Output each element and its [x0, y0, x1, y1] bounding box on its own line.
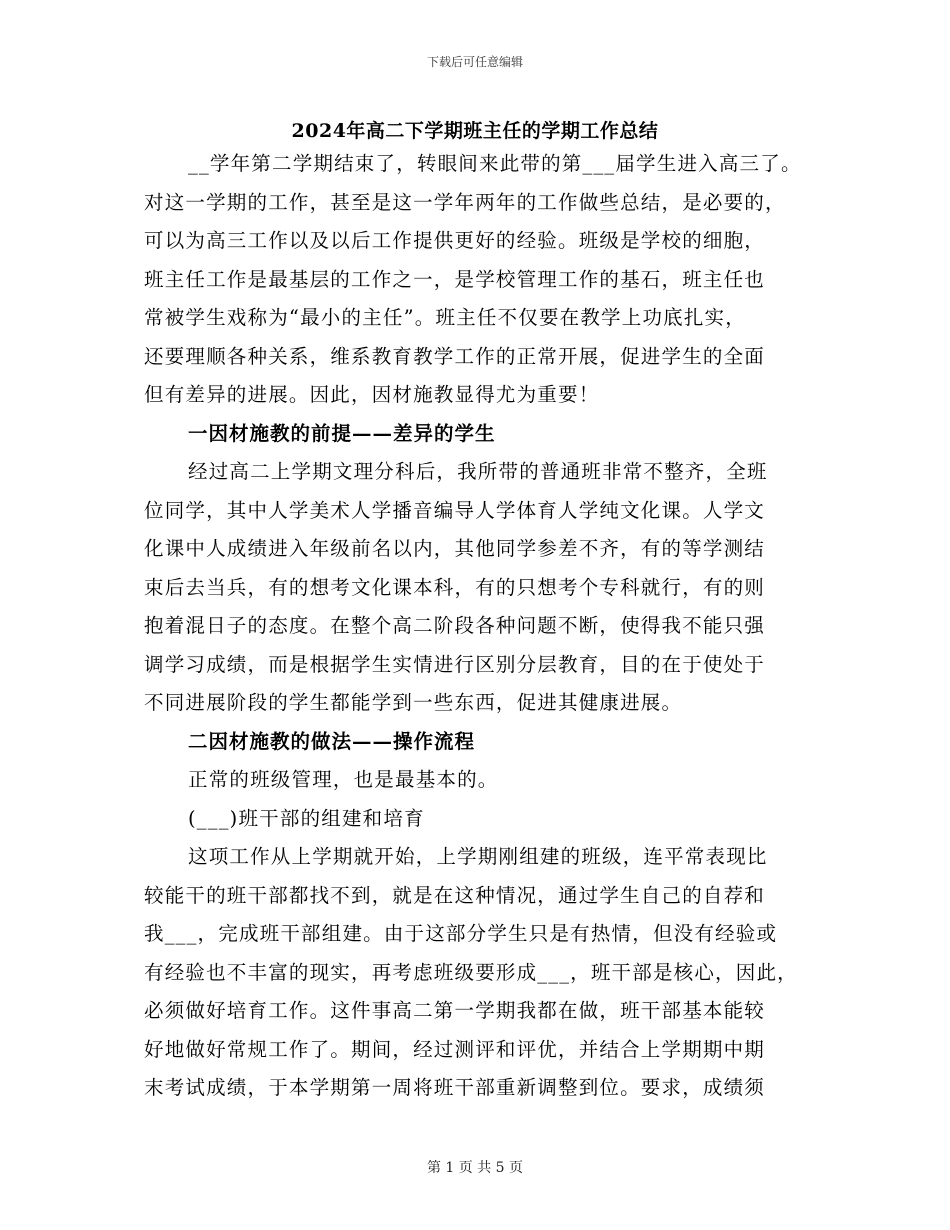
paragraph-line: 化课中人成绩进入年级前名以内，其他同学参差不齐，有的等学测结 — [144, 537, 766, 560]
paragraph-line: 我___，完成班干部组建。由于这部分学生只是有热情，但没有经验或 — [144, 922, 778, 945]
paragraph-line: 对这一学期的工作，甚至是这一学年两年的工作做些总结，是必要的， — [144, 190, 786, 214]
paragraph-line: 末考试成绩，于本学期第一周将班干部重新调整到位。要求，成绩须 — [144, 1076, 766, 1099]
subsection-heading: (___)班干部的组建和培育 — [188, 806, 425, 830]
document-body — [144, 145, 824, 1108]
page-number: 第 1 页 共 5 页 — [426, 1160, 524, 1176]
paragraph-line: 抱着混日子的态度。在整个高二阶段各种问题不断，使得我不能只强 — [144, 614, 766, 637]
paragraph-line: 经过高二上学期文理分科后，我所带的普通班非常不整齐，全班 — [188, 460, 768, 483]
paragraph-line: 位同学，其中人学美术人学播音编导人学体育人学纯文化课。人学文 — [144, 498, 766, 522]
paragraph-line: 不同进展阶段的学生都能学到一些东西，促进其健康进展。 — [144, 691, 683, 714]
paragraph-line: 还要理顺各种关系，维系教育教学工作的正常开展，促进学生的全面 — [144, 344, 766, 368]
paragraph-line: 有经验也不丰富的现实，再考虑班级要形成___，班干部是核心，因此， — [144, 960, 798, 984]
header-note: 下载后可任意编辑 — [426, 55, 523, 69]
paragraph-line: 较能干的班干部都找不到，就是在这种情况，通过学生自己的自荐和 — [144, 883, 766, 907]
paragraph-line: 正常的班级管理，也是最基本的。 — [188, 768, 499, 791]
paragraph-line: 班主任工作是最基层的工作之一，是学校管理工作的基石，班主任也 — [144, 267, 766, 291]
paragraph-line: 调学习成绩，而是根据学生实情进行区别分层教育，目的在于使处于 — [144, 652, 766, 676]
paragraph-line: 但有差异的进展。因此，因材施教显得尤为重要！ — [144, 383, 600, 406]
paragraph-line: __学年第二学期结束了，转眼间来此带的第___届学生进入高三了。 — [188, 152, 802, 175]
paragraph-line: 必须做好培育工作。这件事高二第一学期我都在做，班干部基本能较 — [144, 999, 766, 1022]
paragraph-line: 这项工作从上学期就开始，上学期刚组建的班级，连平常表现比 — [188, 845, 768, 868]
section-heading: 一因材施教的前提——差异的学生 — [188, 421, 496, 445]
section-heading: 二因材施教的做法——操作流程 — [188, 729, 476, 753]
paragraph-line: 束后去当兵，有的想考文化课本科，有的只想考个专科就行，有的则 — [144, 575, 766, 599]
paragraph-line: 好地做好常规工作了。期间，经过测评和评优，并结合上学期期中期 — [144, 1037, 766, 1061]
paragraph-line: 常被学生戏称为“最小的主任”。班主任不仅要在教学上功底扎实， — [144, 306, 746, 329]
paragraph-line: 可以为高三工作以及以后工作提供更好的经验。班级是学校的细胞， — [144, 229, 766, 252]
document-title: 2024年高二下学期班主任的学期工作总结 — [291, 120, 659, 142]
